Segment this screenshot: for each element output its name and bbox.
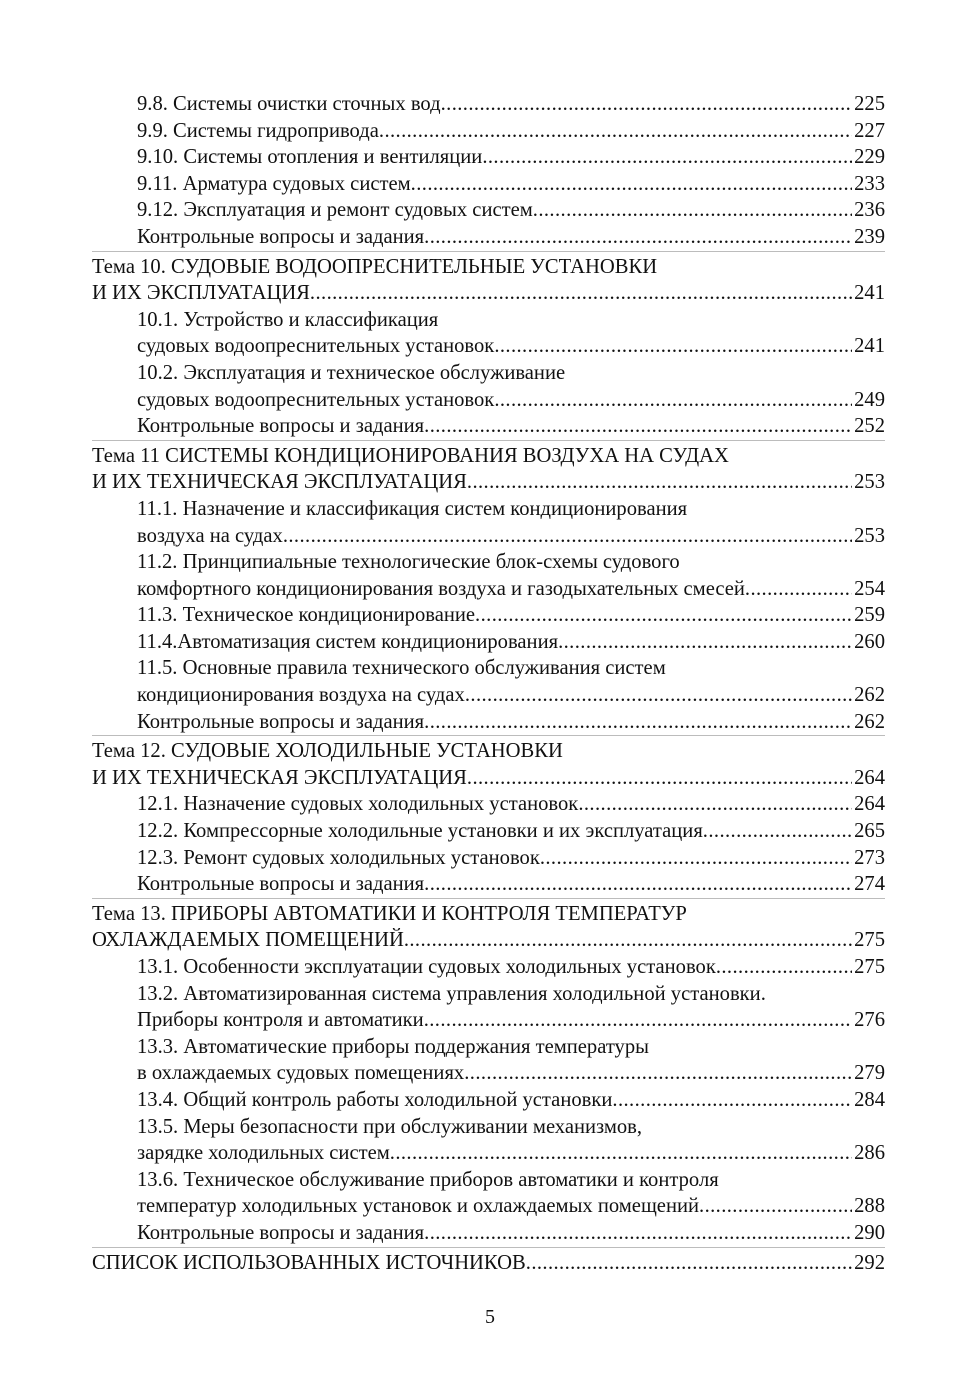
- toc-entry-title-line: И ИХ ТЕХНИЧЕСКАЯ ЭКСПЛУАТАЦИЯ: [92, 766, 467, 789]
- dot-leader: [533, 197, 852, 224]
- toc-section-entry: [92, 360, 885, 413]
- toc-section-entry: [92, 144, 885, 171]
- toc-entry-title-line: 13.4. Общий контроль работы холодильной установки: [137, 1088, 613, 1111]
- toc-topic-entry: [92, 735, 885, 791]
- toc-page-number: 253: [854, 471, 885, 494]
- toc-page-number: 274: [854, 873, 885, 896]
- dot-leader: [494, 333, 852, 360]
- toc-entry-title-line: 12.3. Ремонт судовых холодильных установок: [137, 846, 540, 869]
- toc-entry-last-line: [137, 118, 885, 145]
- toc-page-number: 279: [854, 1062, 885, 1085]
- toc-entry-last-line: [92, 927, 885, 954]
- toc-page-number: 265: [854, 820, 885, 843]
- toc-page-number: 275: [854, 956, 885, 978]
- dot-leader: [441, 91, 853, 118]
- toc-page-number: 241: [854, 282, 885, 305]
- toc-entry-last-line: [137, 197, 885, 224]
- dot-leader: [424, 1220, 852, 1247]
- toc-entry-title-line: 13.1. Особенности эксплуатации судовых холодильных установок: [137, 956, 716, 978]
- toc-entry-title-line: судовых водоопреснительных установок: [137, 388, 495, 411]
- toc-entry-title-line: Тема 12. СУДОВЫЕ ХОЛОДИЛЬНЫЕ УСТАНОВКИ: [92, 740, 563, 763]
- toc-page-number: 225: [854, 93, 885, 115]
- toc-page-number: 284: [854, 1088, 885, 1111]
- toc-page-number: 264: [854, 766, 885, 789]
- toc-entry-title-line: ОХЛАЖДАЕМЫХ ПОМЕЩЕНИЙ: [92, 929, 404, 952]
- toc-section-entry: [92, 629, 885, 656]
- dot-leader: [464, 1060, 852, 1087]
- toc-entry-title-line: 11.3. Техническое кондиционирование: [137, 604, 476, 627]
- toc-entry-last-line: [137, 871, 885, 898]
- toc-entry-last-line: [92, 765, 885, 792]
- toc-entry-last-line: [137, 709, 885, 736]
- toc-entry-title-line: И ИХ ЭКСПЛУАТАЦИЯ: [92, 282, 310, 305]
- dot-leader: [283, 523, 852, 550]
- toc-entry-last-line: [137, 1087, 885, 1114]
- toc-entry-last-line: [92, 1250, 885, 1277]
- dot-leader: [424, 1007, 852, 1034]
- toc-entry-title-line: Тема 13. ПРИБОРЫ АВТОМАТИКИ И КОНТРОЛЯ ТЕМПЕРАТУР: [92, 902, 687, 925]
- toc-page-number: 233: [854, 172, 885, 195]
- toc-entry-last-line: [137, 791, 885, 818]
- toc-entry-title-line: в охлаждаемых судовых помещениях: [137, 1062, 465, 1085]
- toc-page-number: 262: [854, 710, 885, 733]
- toc-entry-last-line: [137, 387, 885, 414]
- toc-section-entry: [92, 871, 885, 898]
- toc-section-entry: [92, 224, 885, 251]
- toc-section-entry: [92, 954, 885, 981]
- toc-section-entry: [92, 549, 885, 602]
- toc-section-entry: [92, 1034, 885, 1087]
- dot-leader: [475, 602, 852, 629]
- toc-section-entry: [92, 1167, 885, 1220]
- toc-topic-entry: [92, 898, 885, 954]
- dot-leader: [424, 413, 852, 440]
- dot-leader: [424, 224, 852, 251]
- dot-leader: [745, 576, 852, 603]
- toc-topic-entry: [92, 440, 885, 496]
- toc-page-number: 288: [854, 1195, 885, 1218]
- toc-page-number: 262: [854, 684, 885, 707]
- toc-section-entry: [92, 496, 885, 549]
- toc-entry-last-line: [137, 523, 885, 550]
- toc-page-number: 292: [854, 1251, 885, 1274]
- toc-entry-title-line: 9.12. Эксплуатация и ремонт судовых систем: [137, 199, 533, 222]
- toc-entry-title-line: 9.9. Системы гидропривода: [137, 119, 379, 142]
- toc-section-entry: [92, 818, 885, 845]
- toc-entry-last-line: [137, 682, 885, 709]
- dot-leader: [716, 954, 852, 981]
- dot-leader: [379, 118, 852, 145]
- toc-section-entry: [92, 1114, 885, 1167]
- toc-entry-title-line: Контрольные вопросы и задания: [137, 415, 425, 438]
- toc-section-entry: [92, 118, 885, 145]
- toc-entry-title-line: воздуха на судах: [137, 524, 283, 547]
- toc-entry-title-line: СПИСОК ИСПОЛЬЗОВАННЫХ ИСТОЧНИКОВ: [92, 1251, 526, 1274]
- toc-entry-last-line: [137, 1060, 885, 1087]
- toc-entry-last-line: [92, 280, 885, 307]
- toc-page-number: 290: [854, 1221, 885, 1244]
- toc-page-number: 249: [854, 388, 885, 411]
- toc-entry-title-line: 10.1. Устройство и классификация: [137, 308, 439, 331]
- toc-entry-title-line: Контрольные вопросы и задания: [137, 873, 425, 896]
- dot-leader: [494, 387, 852, 414]
- toc-page-number: 273: [854, 846, 885, 869]
- dot-leader: [390, 1140, 852, 1167]
- toc-entry-last-line: [137, 602, 885, 629]
- toc-entry-title-line: Приборы контроля и автоматики: [137, 1009, 424, 1032]
- toc-entry-title-line: 11.5. Основные правила технического обслуживания систем: [137, 657, 666, 680]
- toc-section-entry: [92, 845, 885, 872]
- toc-entry-title-line: 13.2. Автоматизированная система управления холодильной установки.: [137, 982, 766, 1005]
- toc-page-number: 239: [854, 225, 885, 248]
- toc-entry-last-line: [137, 818, 885, 845]
- toc-page-number: 275: [854, 929, 885, 952]
- dot-leader: [540, 845, 852, 872]
- toc-section-entry: [92, 981, 885, 1034]
- toc-section-entry: [92, 1220, 885, 1247]
- toc-entry-title-line: 10.2. Эксплуатация и техническое обслуживание: [137, 361, 566, 384]
- toc-page-number: 260: [854, 630, 885, 653]
- toc-entry-last-line: [137, 1140, 885, 1167]
- toc-entry-last-line: [137, 333, 885, 360]
- dot-leader: [424, 709, 852, 736]
- toc-entry-title-line: 9.8. Системы очистки сточных вод: [137, 93, 441, 115]
- toc-page-number: 264: [854, 793, 885, 816]
- toc-entry-title-line: Контрольные вопросы и задания: [137, 1221, 425, 1244]
- toc-entry-title-line: кондиционирования воздуха на судах: [137, 684, 465, 707]
- toc-section-entry: [92, 91, 885, 118]
- dot-leader: [404, 927, 852, 954]
- toc-entry-title-line: 11.1. Назначение и классификация систем кондиционирования: [137, 497, 688, 520]
- toc-entry-last-line: [137, 1007, 885, 1034]
- dot-leader: [482, 144, 852, 171]
- toc-section-entry: [92, 602, 885, 629]
- toc-entry-last-line: [137, 1193, 885, 1220]
- toc-entry-title-line: судовых водоопреснительных установок: [137, 335, 495, 358]
- toc-entry-title-line: комфортного кондиционирования воздуха и газодыхательных смесей: [137, 577, 745, 600]
- toc-entry-title-line: 13.6. Техническое обслуживание приборов автоматики и контроля: [137, 1168, 719, 1191]
- toc-page-number: 227: [854, 119, 885, 142]
- dot-leader: [558, 629, 852, 656]
- toc-entry-title-line: температур холодильных установок и охлаждаемых помещений: [137, 1195, 700, 1218]
- toc-page-number: 229: [854, 146, 885, 169]
- toc-entry-last-line: [137, 576, 885, 603]
- table-of-contents: [92, 91, 885, 1276]
- page-number: 5: [485, 1306, 495, 1328]
- dot-leader: [411, 171, 852, 198]
- toc-page-number: 253: [854, 524, 885, 547]
- toc-entry-title-line: 11.2. Принципиальные технологические блок-схемы судового: [137, 551, 680, 574]
- toc-topic-entry: [92, 251, 885, 307]
- toc-page-number: 259: [854, 604, 885, 627]
- toc-entry-title-line: 9.10. Системы отопления и вентиляции: [137, 146, 483, 169]
- toc-page-number: 286: [854, 1142, 885, 1165]
- toc-entry-title-line: Контрольные вопросы и задания: [137, 225, 425, 248]
- toc-entry-last-line: [137, 91, 885, 118]
- toc-entry-title-line: зарядке холодильных систем: [137, 1142, 390, 1165]
- dot-leader: [465, 682, 852, 709]
- toc-topic-entry: [92, 1247, 885, 1277]
- dot-leader: [578, 791, 852, 818]
- toc-section-entry: [92, 791, 885, 818]
- toc-entry-last-line: [137, 224, 885, 251]
- toc-entry-last-line: [137, 144, 885, 171]
- toc-section-entry: [92, 171, 885, 198]
- toc-entry-title-line: 12.1. Назначение судовых холодильных установок: [137, 793, 579, 816]
- dot-leader: [699, 1193, 852, 1220]
- toc-entry-title-line: 9.11. Арматура судовых систем: [137, 172, 411, 195]
- toc-section-entry: [92, 307, 885, 360]
- toc-entry-last-line: [92, 469, 885, 496]
- toc-page-number: 236: [854, 199, 885, 222]
- dot-leader: [526, 1250, 852, 1277]
- toc-section-entry: [92, 709, 885, 736]
- toc-entry-last-line: [137, 171, 885, 198]
- toc-entry-title-line: Тема 10. СУДОВЫЕ ВОДООПРЕСНИТЕЛЬНЫЕ УСТАНОВКИ: [92, 255, 658, 278]
- toc-page-number: 254: [854, 577, 885, 600]
- toc-entry-last-line: [137, 845, 885, 872]
- dot-leader: [467, 469, 852, 496]
- dot-leader: [612, 1087, 852, 1114]
- toc-section-entry: [92, 1087, 885, 1114]
- toc-entry-title-line: 12.2. Компрессорные холодильные установки и их эксплуатация: [137, 820, 703, 843]
- toc-page-number: 252: [854, 415, 885, 438]
- dot-leader: [310, 280, 852, 307]
- toc-entry-last-line: [137, 1220, 885, 1247]
- toc-entry-last-line: [137, 413, 885, 440]
- toc-entry-last-line: [137, 954, 885, 981]
- toc-page-number: 241: [854, 335, 885, 358]
- toc-section-entry: [92, 197, 885, 224]
- toc-entry-title-line: И ИХ ТЕХНИЧЕСКАЯ ЭКСПЛУАТАЦИЯ: [92, 471, 467, 494]
- toc-entry-title-line: 13.3. Автоматические приборы поддержания температуры: [137, 1035, 649, 1058]
- toc-entry-title-line: Тема 11 СИСТЕМЫ КОНДИЦИОНИРОВАНИЯ ВОЗДУХА НА СУДАХ: [92, 444, 729, 467]
- toc-entry-last-line: [137, 629, 885, 656]
- dot-leader: [424, 871, 852, 898]
- toc-section-entry: [92, 413, 885, 440]
- toc-section-entry: [92, 655, 885, 708]
- toc-page-number: 276: [854, 1009, 885, 1032]
- dot-leader: [703, 818, 852, 845]
- toc-entry-title-line: Контрольные вопросы и задания: [137, 710, 425, 733]
- toc-entry-title-line: 11.4.Автоматизация систем кондиционирования: [137, 630, 559, 653]
- toc-entry-title-line: 13.5. Меры безопасности при обслуживании механизмов,: [137, 1115, 643, 1138]
- dot-leader: [467, 765, 852, 792]
